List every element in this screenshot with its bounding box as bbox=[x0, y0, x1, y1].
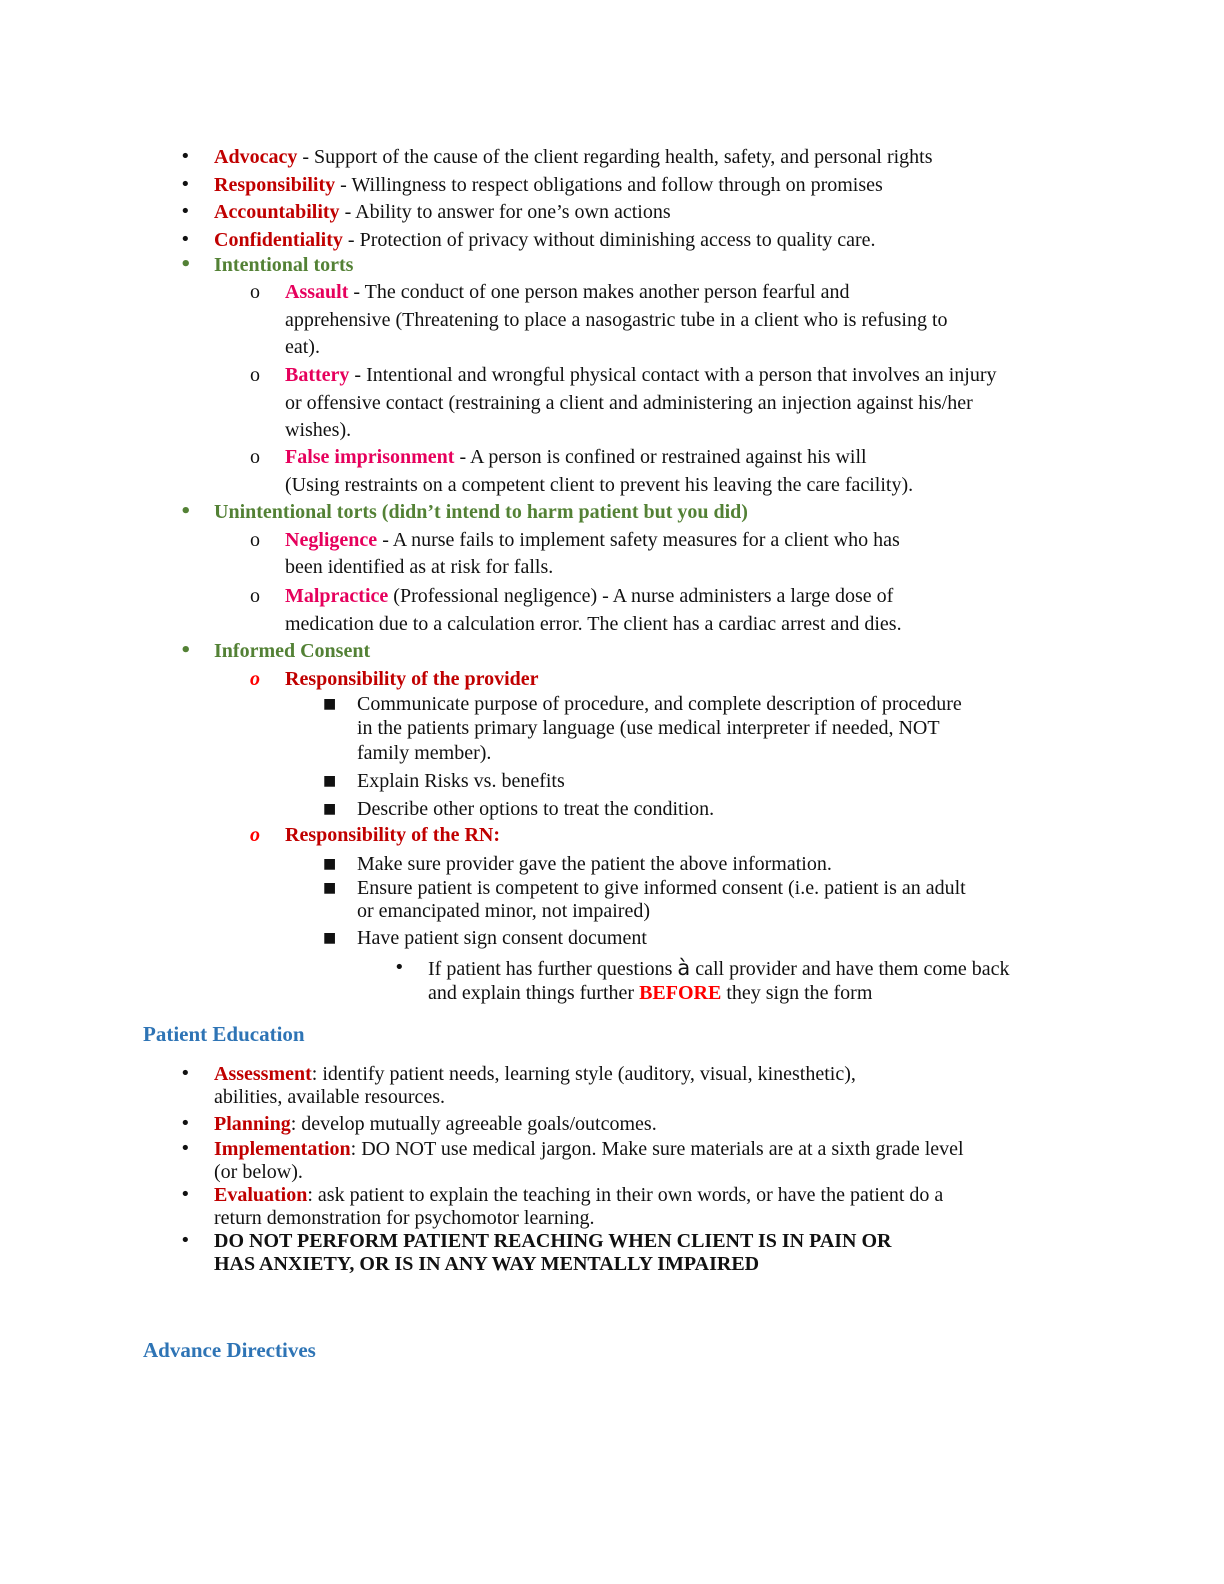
definition-line: eat). bbox=[285, 336, 320, 358]
definition: - Ability to answer for one’s own actions bbox=[339, 201, 671, 223]
list-item-line: or emancipated minor, not impaired) bbox=[357, 900, 650, 922]
list-item: Ensure patient is competent to give informed consent (i.e. patient is an adult bbox=[357, 877, 966, 899]
term-battery: Battery bbox=[285, 364, 350, 386]
section-heading-patient-education: Patient Education bbox=[143, 1022, 305, 1046]
list-item bbox=[285, 363, 996, 387]
list-item-line bbox=[428, 981, 872, 1005]
list-item bbox=[214, 1062, 856, 1086]
definition-line: abilities, available resources. bbox=[214, 1086, 446, 1108]
text: they sign the form bbox=[721, 982, 873, 1004]
circle-bullet-icon: o bbox=[250, 529, 260, 551]
bullet-icon: • bbox=[180, 1113, 191, 1134]
bullet-icon: • bbox=[180, 1230, 191, 1251]
square-bullet-icon: ■ bbox=[323, 801, 337, 817]
definition-line: apprehensive (Threatening to place a nasogastric tube in a client who is refusing to bbox=[285, 309, 948, 331]
list-item bbox=[285, 280, 849, 304]
definition-line: (or below). bbox=[214, 1161, 303, 1183]
definition-line: or offensive contact (restraining a client and administering an injection against his/her bbox=[285, 392, 973, 414]
definition: - Support of the cause of the client regarding health, safety, and personal rights bbox=[297, 146, 933, 168]
square-bullet-icon: ■ bbox=[323, 880, 337, 896]
definition: - A nurse fails to implement safety measures for a client who has bbox=[377, 529, 900, 551]
section-heading-unintentional-torts: Unintentional torts (didn’t intend to harm patient but you did) bbox=[214, 501, 748, 523]
definition-line: return demonstration for psychomotor learning. bbox=[214, 1207, 595, 1229]
square-bullet-icon: ■ bbox=[323, 856, 337, 872]
definition-line: (Using restraints on a competent client to prevent his leaving the care facility). bbox=[285, 474, 914, 496]
definition: - Protection of privacy without diminishing access to quality care. bbox=[342, 229, 876, 251]
warning-text: DO NOT PERFORM PATIENT REACHING WHEN CLIENT IS IN PAIN OR bbox=[214, 1230, 892, 1252]
emphasis-before: BEFORE bbox=[639, 982, 722, 1004]
warning-text-line: HAS ANXIETY, OR IS IN ANY WAY MENTALLY IMPAIRED bbox=[214, 1253, 760, 1275]
list-item bbox=[214, 1112, 657, 1136]
definition: (Professional negligence) - A nurse administers a large dose of bbox=[388, 585, 894, 607]
bullet-icon: • bbox=[180, 1063, 191, 1084]
term-confidentiality: Confidentiality bbox=[214, 229, 343, 251]
circle-bullet-icon: o bbox=[250, 446, 260, 468]
definition: : develop mutually agreeable goals/outcomes. bbox=[290, 1113, 657, 1135]
list-item bbox=[214, 1183, 943, 1207]
list-item bbox=[214, 228, 876, 252]
list-item-line: family member). bbox=[357, 742, 492, 764]
term-planning: Planning bbox=[214, 1113, 291, 1135]
section-heading-advance-directives: Advance Directives bbox=[143, 1338, 316, 1362]
circle-bullet-icon: o bbox=[250, 668, 260, 690]
bullet-icon: • bbox=[180, 174, 191, 195]
circle-bullet-icon: o bbox=[250, 281, 260, 303]
bullet-icon: • bbox=[180, 146, 191, 167]
definition: - Willingness to respect obligations and follow through on promises bbox=[335, 174, 883, 196]
bullet-icon: • bbox=[180, 501, 192, 522]
definition: - Intentional and wrongful physical contact with a person that involves an injury bbox=[349, 364, 997, 386]
list-item: Communicate purpose of procedure, and complete description of procedure bbox=[357, 693, 962, 715]
section-heading-informed-consent: Informed Consent bbox=[214, 640, 371, 662]
bullet-icon: • bbox=[180, 201, 191, 222]
list-item bbox=[214, 145, 933, 169]
definition: : ask patient to explain the teaching in their own words, or have the patient do a bbox=[307, 1184, 944, 1206]
square-bullet-icon: ■ bbox=[323, 696, 337, 712]
square-bullet-icon: ■ bbox=[323, 930, 337, 946]
list-item bbox=[285, 528, 900, 552]
list-item: Describe other options to treat the condition. bbox=[357, 798, 715, 820]
list-item: Have patient sign consent document bbox=[357, 927, 647, 949]
bullet-icon: • bbox=[180, 1184, 191, 1205]
list-item bbox=[214, 200, 671, 224]
list-item bbox=[285, 445, 867, 469]
list-item bbox=[428, 956, 1010, 981]
circle-bullet-icon: o bbox=[250, 824, 260, 846]
term-advocacy: Advocacy bbox=[214, 146, 298, 168]
circle-bullet-icon: o bbox=[250, 364, 260, 386]
circle-bullet-icon: o bbox=[250, 585, 260, 607]
text: call provider and have them come back bbox=[690, 958, 1010, 980]
bullet-icon: • bbox=[180, 254, 192, 275]
text: and explain things further bbox=[428, 982, 640, 1004]
list-item bbox=[285, 584, 893, 608]
square-bullet-icon: ■ bbox=[323, 773, 337, 789]
term-accountability: Accountability bbox=[214, 201, 340, 223]
list-item-line: in the patients primary language (use medical interpreter if needed, NOT bbox=[357, 717, 940, 739]
list-item bbox=[214, 1137, 964, 1161]
definition: : identify patient needs, learning style (auditory, visual, kinesthetic), bbox=[311, 1063, 856, 1085]
list-item bbox=[214, 173, 883, 197]
text: If patient has further questions bbox=[428, 958, 678, 980]
definition-line: wishes). bbox=[285, 419, 352, 441]
subheading-provider-responsibility: Responsibility of the provider bbox=[285, 668, 539, 690]
term-implementation: Implementation bbox=[214, 1138, 351, 1160]
bullet-icon: • bbox=[180, 229, 191, 250]
bullet-icon: • bbox=[180, 1138, 191, 1159]
term-assault: Assault bbox=[285, 281, 349, 303]
term-malpractice: Malpractice bbox=[285, 585, 389, 607]
list-item: Make sure provider gave the patient the above information. bbox=[357, 853, 832, 875]
subheading-rn-responsibility: Responsibility of the RN: bbox=[285, 824, 501, 846]
section-heading-intentional-torts: Intentional torts bbox=[214, 254, 354, 276]
definition: : DO NOT use medical jargon. Make sure materials are at a sixth grade level bbox=[350, 1138, 964, 1160]
bullet-icon: • bbox=[394, 957, 405, 978]
definition-line: been identified as at risk for falls. bbox=[285, 556, 554, 578]
definition-line: medication due to a calculation error. The client has a cardiac arrest and dies. bbox=[285, 613, 902, 635]
list-item: Explain Risks vs. benefits bbox=[357, 770, 565, 792]
term-assessment: Assessment bbox=[214, 1063, 312, 1085]
definition: - A person is confined or restrained against his will bbox=[454, 446, 867, 468]
term-responsibility: Responsibility bbox=[214, 174, 336, 196]
term-false-imprisonment: False imprisonment bbox=[285, 446, 455, 468]
bullet-icon: • bbox=[180, 640, 192, 661]
arrow-icon: à bbox=[677, 956, 691, 980]
term-negligence: Negligence bbox=[285, 529, 378, 551]
term-evaluation: Evaluation bbox=[214, 1184, 308, 1206]
definition: - The conduct of one person makes another person fearful and bbox=[348, 281, 850, 303]
